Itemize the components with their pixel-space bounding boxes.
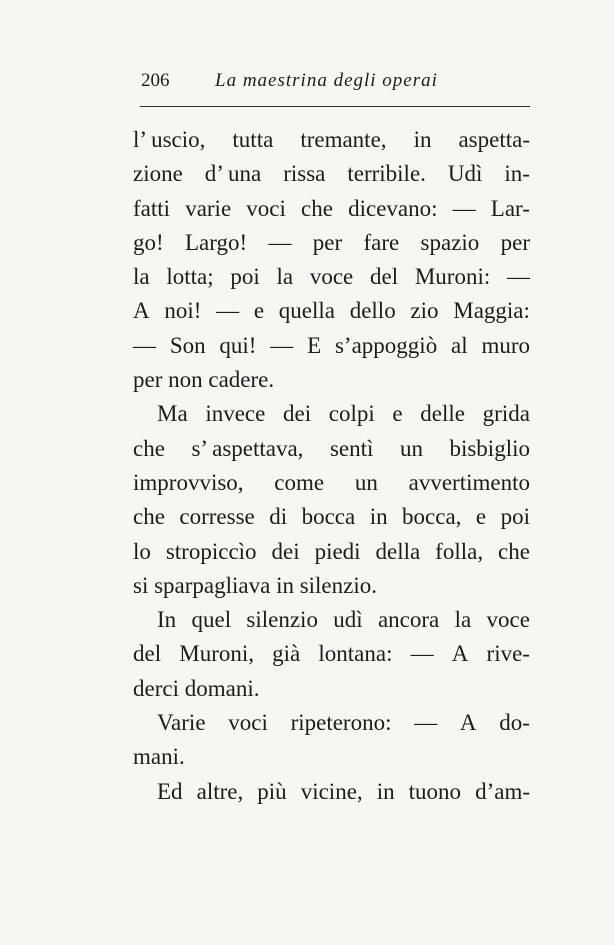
text-line	[133, 329, 530, 363]
word: che	[133, 435, 165, 461]
word: ripeterono:	[290, 710, 392, 736]
page-number: 206	[141, 70, 170, 91]
word: Muroni,	[179, 641, 254, 667]
word: qui!	[219, 332, 257, 358]
word: bocca,	[402, 504, 462, 530]
word: la	[133, 264, 150, 290]
word: derci domani.	[133, 675, 260, 701]
word: grida	[482, 401, 530, 427]
word: lo	[133, 538, 151, 564]
word: ancora	[377, 607, 440, 633]
text-line	[133, 363, 530, 397]
word: e	[253, 298, 265, 324]
word: dello	[349, 298, 396, 324]
word: udì	[333, 607, 363, 633]
word: —	[270, 332, 294, 358]
word: avvertimento	[408, 469, 530, 495]
word: zione	[133, 161, 183, 187]
text-line	[133, 192, 530, 226]
word: Maggia:	[453, 298, 530, 324]
word: s’appoggiò	[334, 332, 438, 358]
running-title: La maestrina degli operai	[215, 70, 438, 91]
word: E	[307, 332, 322, 358]
word: —	[506, 264, 530, 290]
word: varie	[185, 195, 232, 221]
word: quella	[278, 298, 335, 324]
body-text	[133, 123, 530, 809]
word: per non cadere.	[133, 367, 275, 393]
word: in	[376, 778, 395, 804]
word: —	[410, 641, 434, 667]
paragraph	[133, 706, 530, 775]
word: al	[451, 332, 468, 358]
word: Lar-	[490, 195, 530, 221]
text-line	[133, 260, 530, 294]
word: —	[268, 229, 292, 255]
word: si sparpagliava in silenzio.	[133, 572, 377, 598]
word: Udì	[447, 161, 483, 187]
word: come	[274, 469, 325, 495]
word: vicine,	[300, 778, 363, 804]
word: improvviso,	[133, 469, 244, 495]
word: poi	[500, 504, 530, 530]
word: in-	[504, 161, 530, 187]
word: A	[451, 641, 469, 667]
word: e	[392, 401, 403, 427]
text-line	[133, 569, 530, 603]
word: la	[454, 607, 472, 633]
word: invece	[205, 401, 266, 427]
word: tremante,	[300, 127, 387, 152]
word: che	[498, 538, 530, 564]
word: dei	[283, 401, 312, 427]
text-line	[133, 226, 530, 260]
word: che	[301, 195, 333, 221]
word: go!	[133, 229, 164, 255]
word: un	[399, 435, 423, 461]
word: in	[369, 504, 388, 530]
word: altre,	[196, 778, 244, 804]
word: un	[354, 469, 378, 495]
word: più	[257, 778, 287, 804]
word: folla,	[435, 538, 484, 564]
word: do-	[499, 710, 530, 736]
word: del	[369, 264, 399, 290]
word: A	[133, 298, 150, 324]
word: bisbiglio	[449, 435, 530, 461]
text-line	[133, 500, 530, 534]
text-line	[133, 123, 530, 157]
word: stropiccìo	[165, 538, 257, 564]
word: —	[452, 195, 476, 221]
word: bocca	[301, 504, 356, 530]
word: della	[375, 538, 421, 564]
text-line	[133, 740, 530, 774]
text-line	[133, 603, 530, 637]
word: Son	[169, 332, 206, 358]
word: la	[276, 264, 294, 290]
paragraph	[133, 123, 530, 397]
word: tuono	[408, 778, 462, 804]
text-line	[133, 157, 530, 191]
text-line	[133, 466, 530, 500]
word: per	[500, 229, 530, 255]
word: Ma	[157, 401, 188, 427]
word: Varie	[157, 710, 206, 736]
word: A	[459, 710, 477, 736]
text-line	[133, 432, 530, 466]
word: quel	[191, 607, 232, 633]
word: voci	[228, 710, 268, 736]
paragraph	[133, 775, 530, 809]
word: di	[269, 504, 288, 530]
word: già	[272, 641, 301, 667]
word: dicevano:	[348, 195, 438, 221]
word: rissa	[283, 161, 326, 187]
word: mani.	[133, 744, 185, 770]
word: zio	[410, 298, 439, 324]
word: aspetta-	[458, 127, 530, 152]
word: In	[157, 607, 177, 633]
word: poi	[230, 264, 260, 290]
word: —	[133, 332, 156, 358]
word: fare	[363, 229, 400, 255]
word: delle	[420, 401, 465, 427]
word: lotta;	[166, 264, 214, 290]
word: noi!	[164, 298, 202, 324]
word: dei	[271, 538, 300, 564]
word: muro	[481, 332, 530, 358]
word: in	[413, 127, 432, 152]
text-line	[133, 397, 530, 431]
word: lontana:	[318, 641, 393, 667]
word: piedi	[314, 538, 361, 564]
word: terribile.	[347, 161, 426, 187]
word: tutta	[232, 127, 274, 152]
word: —	[414, 710, 438, 736]
text-line	[133, 775, 530, 809]
text-line	[133, 672, 530, 706]
word: voce	[486, 607, 530, 633]
word: Ed	[157, 778, 183, 804]
paragraph	[133, 603, 530, 706]
word: Largo!	[184, 229, 248, 255]
word: sentì	[329, 435, 374, 461]
word: fatti	[133, 195, 171, 221]
paragraph	[133, 397, 530, 603]
word: l’ uscio,	[133, 127, 206, 152]
word: s’ aspettava,	[191, 435, 304, 461]
text-line	[133, 535, 530, 569]
word: e	[475, 504, 487, 530]
word: del	[133, 641, 162, 667]
word: per	[312, 229, 343, 255]
word: che	[133, 504, 165, 530]
word: rive-	[486, 641, 530, 667]
text-line	[133, 706, 530, 740]
text-line	[133, 294, 530, 328]
word: d’ una	[204, 161, 262, 187]
word: voci	[246, 195, 286, 221]
word: silenzio	[246, 607, 318, 633]
word: Muroni:	[414, 264, 491, 290]
word: d’am-	[475, 778, 530, 804]
header-rule	[140, 106, 530, 107]
word: —	[216, 298, 240, 324]
word: corresse	[179, 504, 255, 530]
word: voce	[309, 264, 354, 290]
text-line	[133, 637, 530, 671]
word: colpi	[328, 401, 375, 427]
page-header	[141, 70, 531, 100]
word: spazio	[420, 229, 480, 255]
